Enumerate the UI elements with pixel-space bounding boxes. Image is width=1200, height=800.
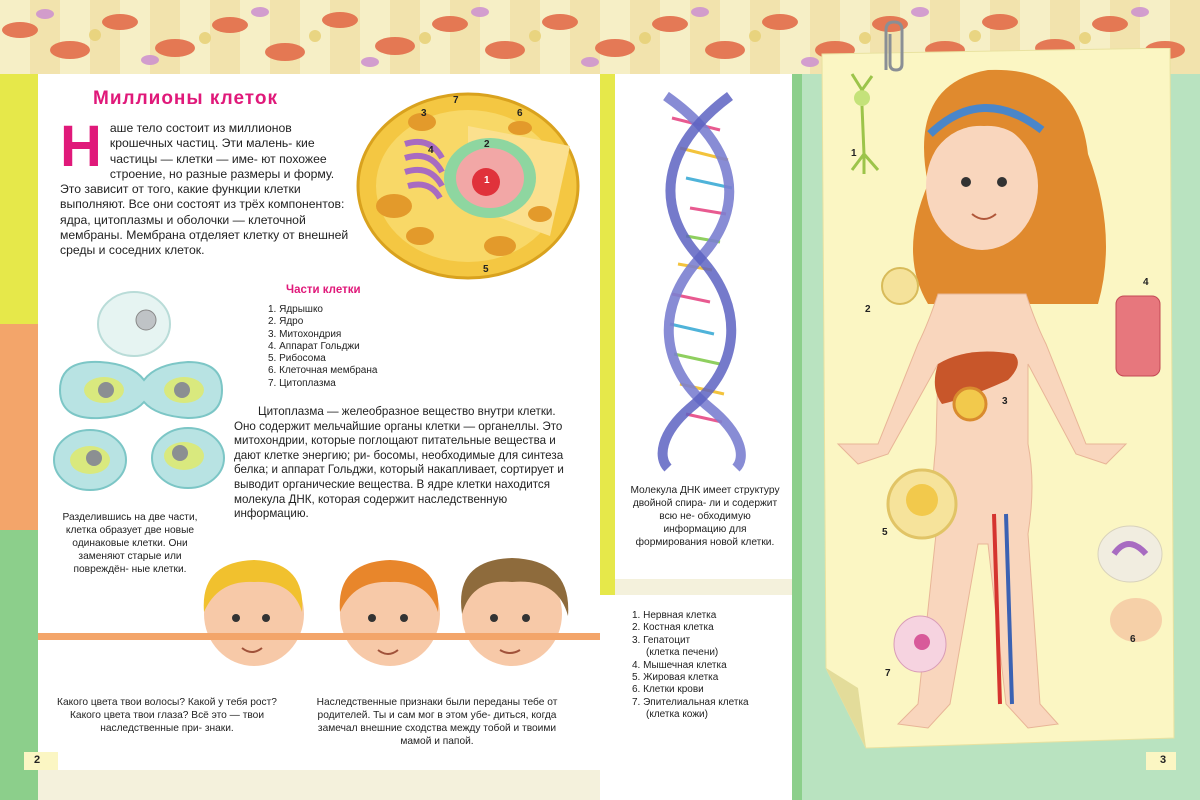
body-label-2: 2 [865,304,871,315]
list-item: 6. Клетки крови [632,684,704,696]
list-item: 4. Мышечная клетка [632,659,727,671]
heredity-caption: Наследственные признаки были переданы тебе от родителей. Ты и сам мог в этом убе- диться, когда замечал внешние сходства между тобой и твоими мамой и папой. [316,697,558,747]
list-item: 5. Жировая клетка [632,672,719,684]
drop-cap: Н [60,114,102,179]
division-caption: Разделившись на две части, клетка образует две новые одинаковые клетки. Они заменяют старые или повреждён- ные клетки. [62,512,198,575]
list-item: 2. Ядро [268,316,304,328]
body-label-1: 1 [851,148,857,159]
orange-divider [38,633,600,640]
cell-label-5: 5 [483,264,489,275]
cell-diagram [350,86,582,282]
list-item: 7. Цитоплазма [268,377,336,389]
left-edge-orange [0,324,38,530]
dna-helix-illustration [650,88,760,472]
body-label-5: 5 [882,527,888,538]
body-label-4: 4 [1143,277,1149,288]
intro-text: аше тело состоит из миллионов крошечных частиц. Эти малень- кие частицы — клетки — име- ют похожее строение, но разные размеры и форму. Это зависит от того, какие функции клетки выполняют. Все они состоят из трёх компонентов: ядра, цитоплазмы и оболочки — клеточной мембраны. Мембрана отделяет клетку от внешней среды и соседних клеток. [60,121,349,258]
center-edge-yellow [600,74,615,595]
page-number-right: 3 [1160,754,1167,766]
list-item: (клетка кожи) [646,709,708,721]
cell-parts-heading: Части клетки [286,284,361,296]
cell-parts-list [268,304,377,390]
body-cells-illustration [818,64,1178,754]
intro-paragraph [60,114,350,259]
body-label-7: 7 [885,668,891,679]
list-item: 5. Рибосома [268,353,326,365]
body-label-6: 6 [1130,634,1136,645]
list-item: 1. Нервная клетка [632,610,717,621]
cell-label-7: 7 [453,95,459,106]
cell-label-1: 1 [484,175,490,186]
cytoplasm-paragraph: Цитоплазма — желеобразное вещество внутри клетки. Оно содержит мельчайшие органы клетки — органеллы. Это митохондрии, которые поглощают питательные вещества и дают клетке энергию; ри- босомы, необходимые для синтеза белка; и аппарат Гольджи, который накапливает, сортирует и выводит органические вещества. В ядре клетки находится молекула ДНК, которая содержит наследственную информацию. [234,405,564,521]
list-item: 3. Гепатоцит [632,634,691,646]
question-caption: Какого цвета твои волосы? Какой у тебя рост? Какого цвета твои глаза? Всё это — твои наследственные при- знаки. [57,697,277,734]
left-edge-yellow [0,74,38,324]
body-label-3: 3 [1002,396,1008,407]
cell-label-6: 6 [517,108,523,119]
cell-label-4: 4 [428,145,434,156]
list-item: 4. Аппарат Гольджи [268,340,360,352]
dna-caption: Молекула ДНК имеет структуру двойной спира- ли и содержит всю не- обходимую информацию для формирования новой клетки. [630,485,780,548]
page-title: Миллионы клеток [93,88,278,109]
list-item: 3. Митохондрия [268,328,342,340]
children-faces-illustration [196,556,581,680]
list-item: 7. Эпителиальная клетка [632,696,749,708]
list-item: 1. Ядрышко [268,304,323,315]
page-number-left-badge [24,752,58,770]
cell-division-illustration [52,290,230,495]
cell-types-list [632,610,749,722]
cell-label-2: 2 [484,139,490,150]
page-number-left: 2 [34,754,41,766]
list-item: 6. Клеточная мембрана [268,365,378,377]
cell-label-3: 3 [421,108,427,119]
center-edge-green [792,74,802,800]
list-item: 2. Костная клетка [632,622,714,634]
list-item: (клетка печени) [646,647,719,659]
